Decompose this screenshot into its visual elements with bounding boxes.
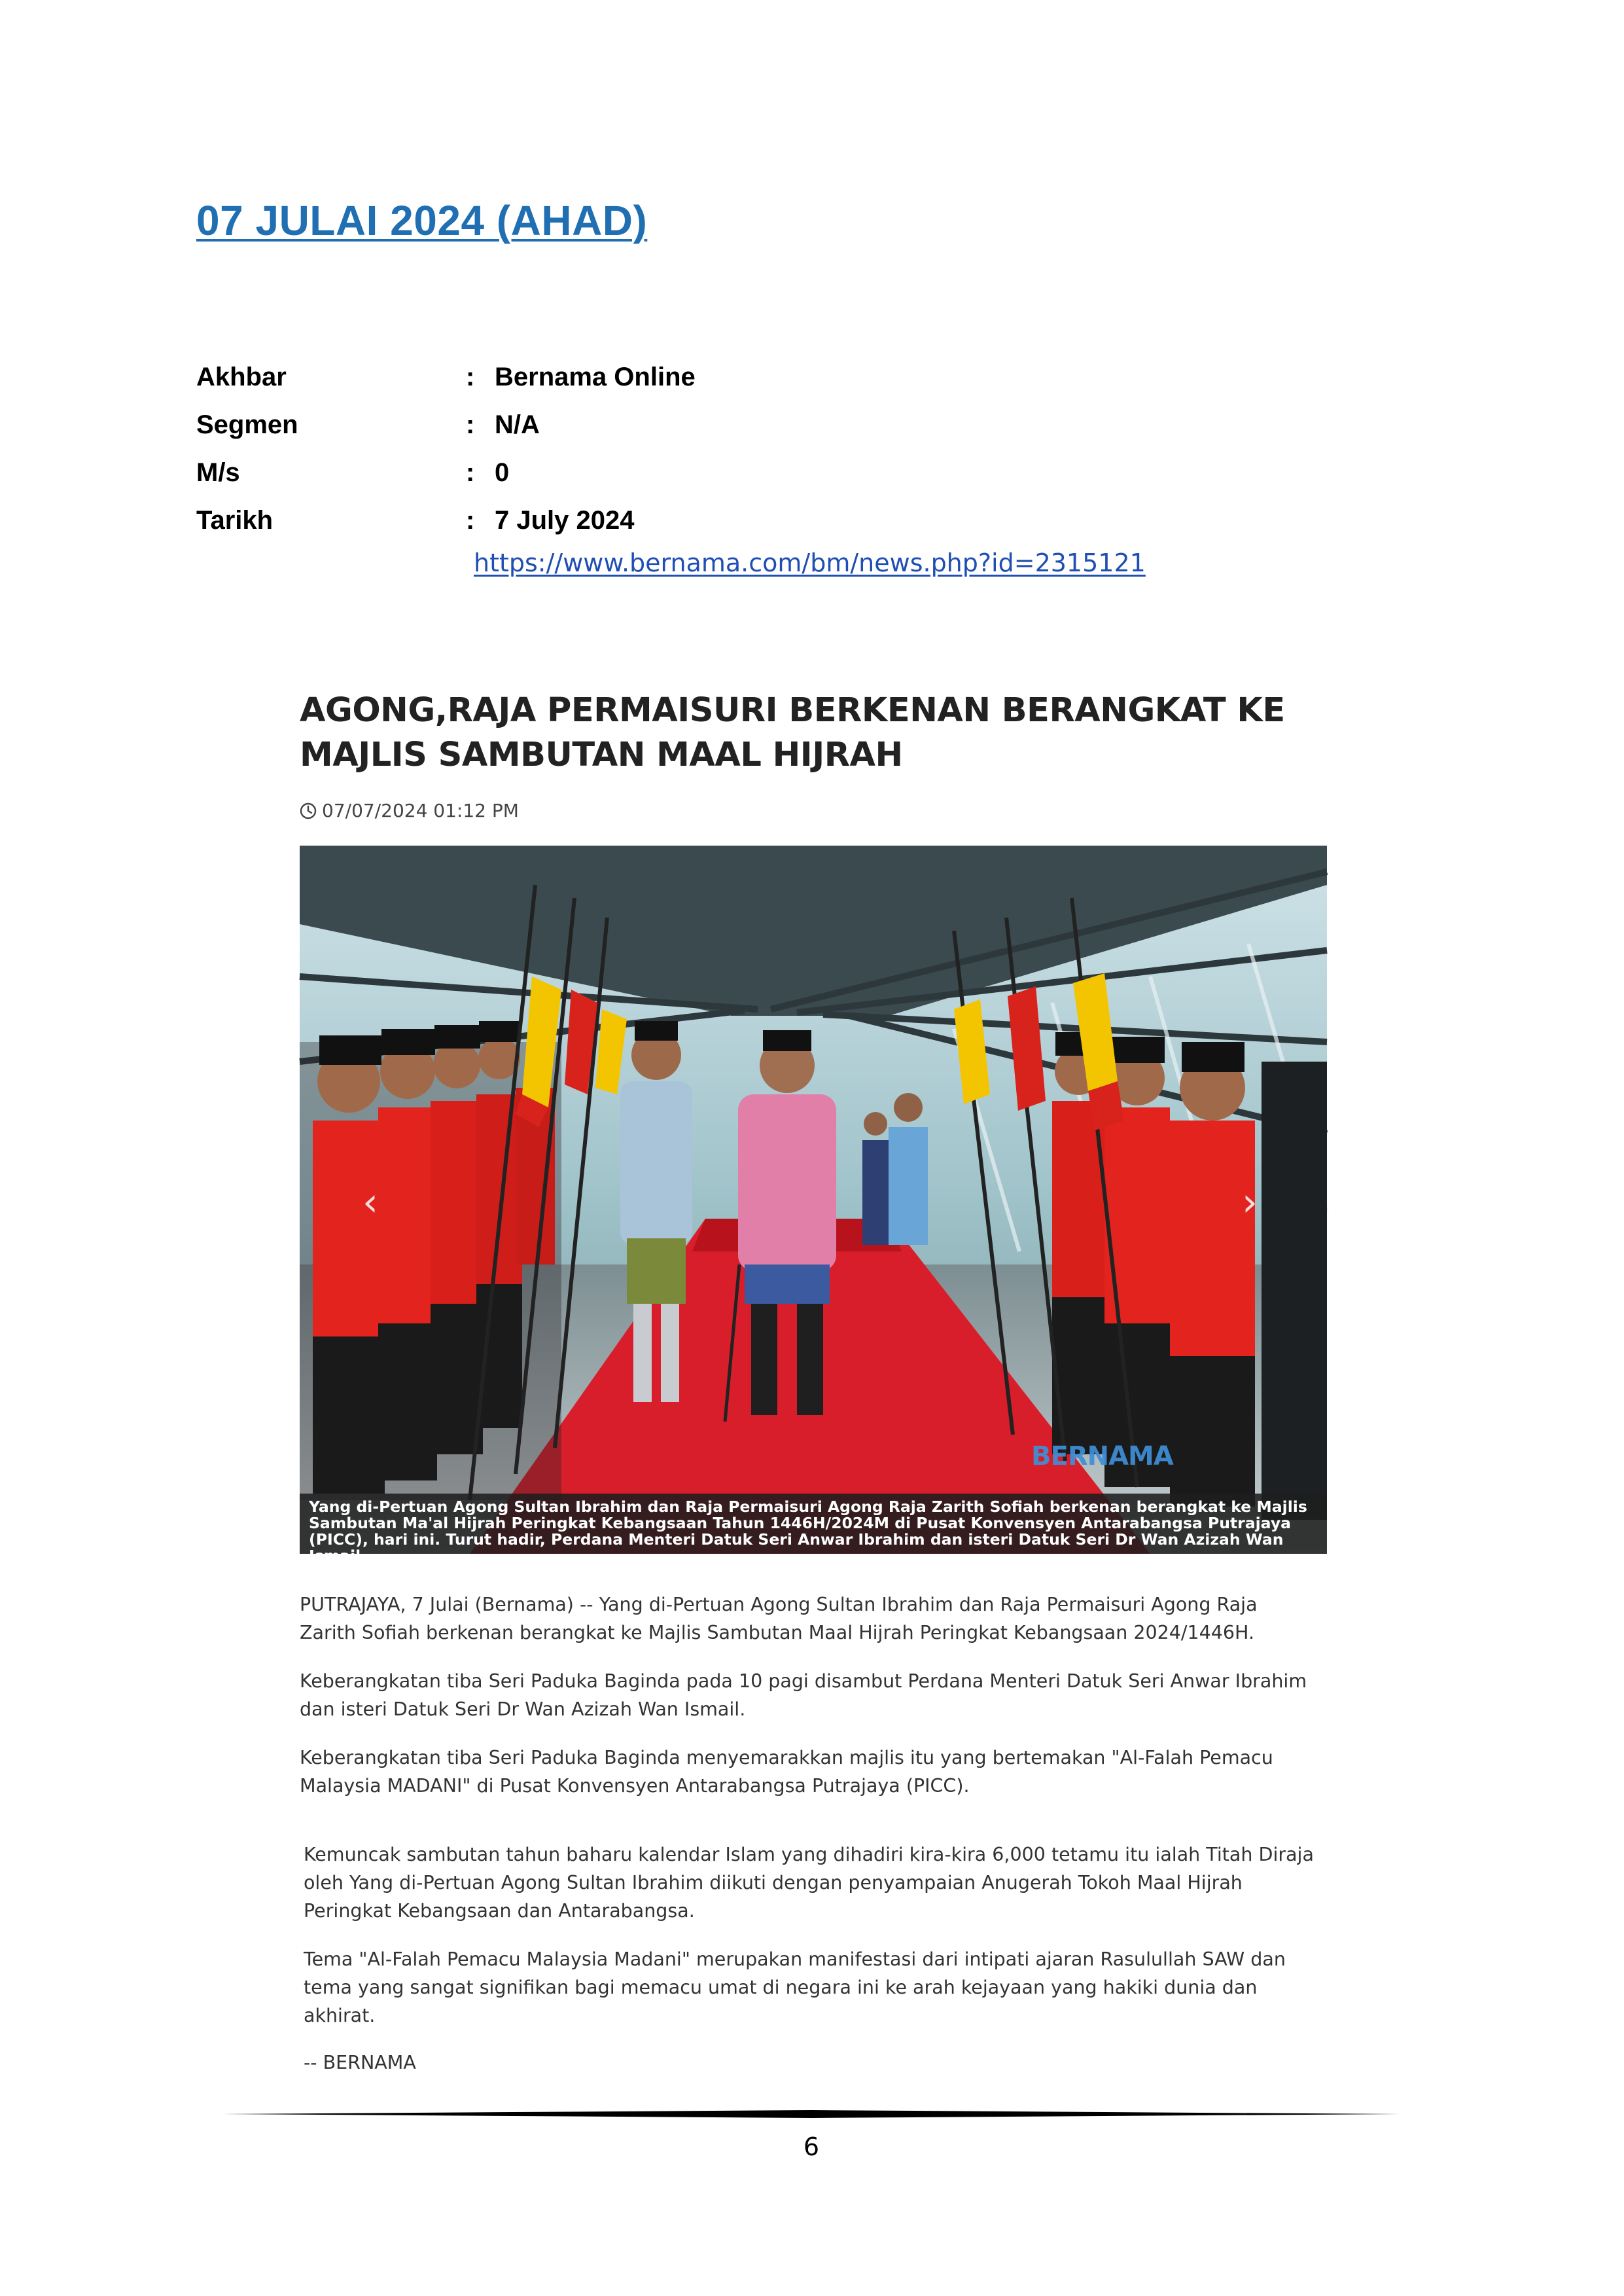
article-paragraph <box>300 1744 1327 1800</box>
meta-label: Segmen <box>196 410 298 439</box>
photo-caption <box>300 1494 1327 1565</box>
metadata-table <box>196 353 696 545</box>
meta-row-ms <box>196 449 696 497</box>
caption-line: Yang di-Pertuan Agong Sultan Ibrahim dan Raja Permaisuri Agong Raja Zarith Sofiah berkenan berangkat ke Majlis <box>309 1498 1307 1516</box>
article-url-link[interactable]: https://www.bernama.com/bm/news.php?id=2315121 <box>474 548 1146 577</box>
meta-value: Bernama Online <box>495 363 696 391</box>
meta-label: Akhbar <box>196 363 287 391</box>
clock-icon <box>300 802 317 819</box>
timestamp-text: 07/07/2024 01:12 PM <box>322 800 519 821</box>
paragraph-line: Keberangkatan tiba Seri Paduka Baginda pada 10 pagi disambut Perdana Menteri Datuk Seri Anwar Ibrahim <box>300 1670 1307 1692</box>
meta-value: 0 <box>495 458 510 487</box>
article-photo <box>300 846 1327 1565</box>
paragraph-line: dan isteri Datuk Seri Dr Wan Azizah Wan Ismail. <box>300 1698 746 1720</box>
paragraph-line: akhirat. <box>304 2005 376 2026</box>
meta-colon: : <box>466 458 475 487</box>
article-paragraph <box>304 1840 1331 1925</box>
chevron-right-icon[interactable]: › <box>1242 1179 1258 1225</box>
article-timestamp <box>300 800 519 821</box>
meta-label: Tarikh <box>196 506 274 535</box>
caption-line: (PICC), hari ini. Turut hadir, Perdana Menteri Datuk Seri Anwar Ibrahim dan isteri Datuk Seri Dr Wan Azizah Wan Ismail. <box>309 1530 1284 1565</box>
paragraph-line: PUTRAJAYA, 7 Julai (Bernama) -- Yang di-Pertuan Agong Sultan Ibrahim dan Raja Permaisuri Agong Raja <box>300 1594 1258 1615</box>
paragraph-line: Tema "Al-Falah Pemacu Malaysia Madani" merupakan manifestasi dari intipati ajaran Rasulullah SAW dan <box>304 1948 1286 1970</box>
paragraph-line: Kemuncak sambutan tahun baharu kalendar Islam yang dihadiri kira-kira 6,000 tetamu itu ialah Titah Diraja <box>304 1844 1314 1865</box>
meta-colon: : <box>466 506 475 535</box>
paragraph-line: oleh Yang di-Pertuan Agong Sultan Ibrahim diikuti dengan penyampaian Anugerah Tokoh Maal Hijrah <box>304 1872 1243 1893</box>
meta-value: N/A <box>495 410 540 439</box>
meta-colon: : <box>466 410 475 439</box>
article-title-line: AGONG,RAJA PERMAISURI BERKENAN BERANGKAT KE <box>300 691 1285 730</box>
article-signoff: -- BERNAMA <box>304 2052 416 2073</box>
article-title <box>300 689 1320 778</box>
footer-divider <box>222 2110 1400 2118</box>
article-paragraph <box>300 1667 1327 1723</box>
caption-line: Sambutan Ma'al Hijrah Peringkat Kebangsaan Tahun 1446H/2024M di Pusat Konvensyen Antarabangsa Putrajaya <box>309 1514 1291 1532</box>
page-number: 6 <box>803 2132 820 2161</box>
article-paragraph <box>300 1590 1327 1647</box>
meta-row-segmen <box>196 401 696 449</box>
paragraph-line: Malaysia MADANI" di Pusat Konvensyen Antarabangsa Putrajaya (PICC). <box>300 1775 970 1797</box>
paragraph-line: Zarith Sofiah berkenan berangkat ke Majlis Sambutan Maal Hijrah Peringkat Kebangsaan 2024/1446H. <box>300 1622 1255 1643</box>
date-heading: 07 JULAI 2024 (AHAD) <box>196 197 648 244</box>
meta-row-tarikh <box>196 497 696 545</box>
meta-row-akhbar <box>196 353 696 401</box>
paragraph-line: tema yang sangat signifikan bagi memacu umat di negara ini ke arah kejayaan yang hakiki dunia dan <box>304 1977 1258 1998</box>
article-paragraph <box>304 1945 1331 2030</box>
article-clipping <box>293 689 1333 2076</box>
meta-label: M/s <box>196 458 240 487</box>
paragraph-line: Keberangkatan tiba Seri Paduka Baginda menyemarakkan majlis itu yang bertemakan "Al-Falah Pemacu <box>300 1747 1273 1768</box>
meta-value: 7 July 2024 <box>495 506 635 535</box>
meta-colon: : <box>466 363 475 391</box>
bernama-watermark: BERNAMA <box>1031 1441 1173 1471</box>
article-title-line: MAJLIS SAMBUTAN MAAL HIJRAH <box>300 736 903 774</box>
paragraph-line: Peringkat Kebangsaan dan Antarabangsa. <box>304 1900 695 1922</box>
chevron-left-icon[interactable]: ‹ <box>362 1179 378 1225</box>
